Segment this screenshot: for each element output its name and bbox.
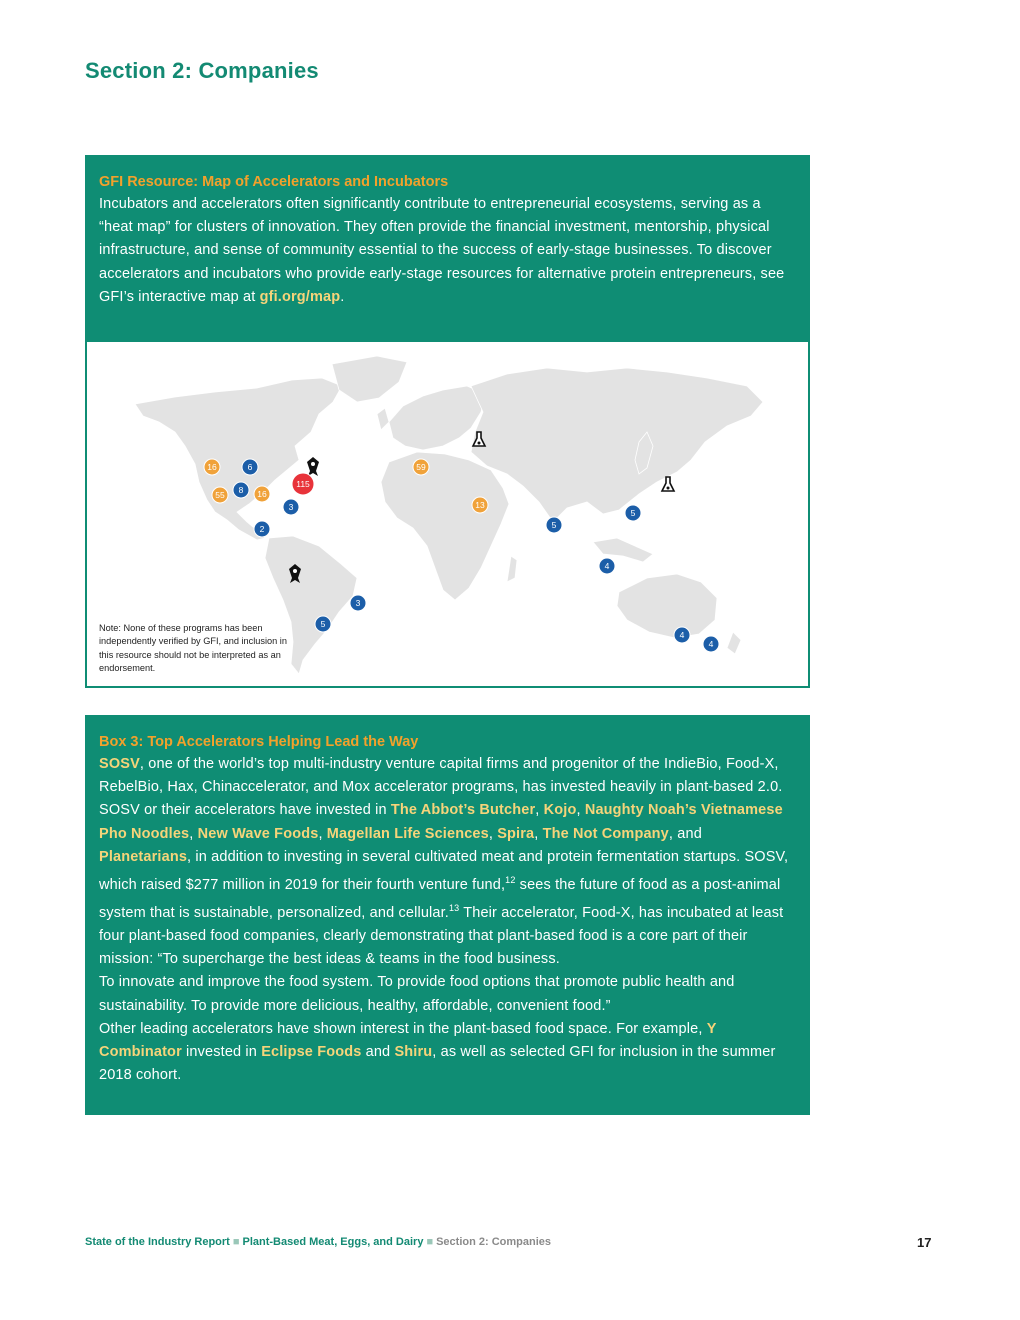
company-y-combinator: Y Combinator xyxy=(99,1020,717,1061)
footer-report-title: State of the Industry Report xyxy=(85,1236,230,1248)
map-marker-accelerator[interactable] xyxy=(212,487,228,503)
company-shiru: Shiru xyxy=(394,1044,433,1061)
company-new-wave-foods: New Wave Foods xyxy=(197,825,319,842)
map-marker-accelerator[interactable] xyxy=(472,497,488,513)
company-the-not-company: The Not Company xyxy=(542,825,669,842)
company-kojo: Kojo xyxy=(543,802,577,819)
resource-body-text: Incubators and accelerators often significantly contribute to entrepreneurial ecosystems, serving as a “heat map” for clusters of innovation. They often provide the financial investment, mentorship, physical infrastructure, and sense of community essential to the success of early-stage businesses. To discover accelerators and incubators who provide early-stage resources for alternative protein entrepreneurs, see GFI’s interactive map at xyxy=(99,196,785,305)
company-naughty-noahs: Naughty Noah’s Vietnamese Pho Noodles xyxy=(99,802,783,842)
map-marker-count: 16 xyxy=(257,489,267,499)
map-marker-count: 6 xyxy=(247,462,253,472)
asia-shape xyxy=(471,368,763,522)
footer-separator: ■ xyxy=(426,1236,434,1248)
box3-paragraph-3 xyxy=(99,1018,796,1088)
box3-text: , in addition to investing in several cultivated meat and protein fermentation startups. SOSV, which raised $277 million in 2019 for their fourth venture fund, xyxy=(99,848,789,893)
map-disclaimer-note: Note: None of these programs has been independently verified by GFI, and inclusion in this resource should not be interpreted as an endorsement. xyxy=(99,623,287,674)
company-eclipse-foods: Eclipse Foods xyxy=(261,1044,362,1061)
map-marker-incubator[interactable] xyxy=(625,505,641,521)
map-marker-incubator[interactable] xyxy=(546,517,562,533)
box3-text: invested in xyxy=(181,1044,262,1061)
box3-text: Their accelerator, Food-X, has incubated at least four plant-based food companies, clearly demonstrating that plant-based food is a core part of their mission: “To supercharge the best ideas & teams in the food business. xyxy=(99,904,784,968)
map-marker-incubator[interactable] xyxy=(283,499,299,515)
company-abbots-butcher: The Abbot’s Butcher xyxy=(390,802,536,819)
map-marker-count: 2 xyxy=(259,524,265,534)
box3-text: , as well as selected GFI for inclusion in the summer 2018 cohort. xyxy=(99,1044,776,1084)
map-marker-count: 115 xyxy=(296,479,310,489)
map-marker-incubator[interactable] xyxy=(233,482,249,498)
footer-separator: ■ xyxy=(232,1236,240,1248)
map-marker-highlight[interactable] xyxy=(292,473,314,495)
map-marker-accelerator[interactable] xyxy=(413,459,429,475)
map-marker-incubator[interactable] xyxy=(315,616,331,632)
map-marker-incubator[interactable] xyxy=(254,521,270,537)
map-marker-count: 4 xyxy=(708,639,714,649)
southeast-asia-islands xyxy=(593,538,653,562)
map-marker-accelerator[interactable] xyxy=(204,459,220,475)
box3-text: , and xyxy=(668,825,702,842)
map-marker-count: 5 xyxy=(320,619,326,629)
map-marker-incubator[interactable] xyxy=(703,636,719,652)
map-marker-incubator[interactable] xyxy=(350,595,366,611)
map-marker-incubator[interactable] xyxy=(242,459,258,475)
company-sosv: SOSV xyxy=(99,756,140,772)
resource-heading: GFI Resource: Map of Accelerators and Incubators xyxy=(99,174,449,190)
rocket-icon[interactable] xyxy=(307,457,319,476)
flask-icon[interactable] xyxy=(662,477,674,491)
box3-text: , one of the world’s top multi-industry venture capital firms and progenitor of the IndieBio, Food-X, RebelBio, Hax, Chinaccelerator, and Mox accelerator programs, has invested heavily in plant-based 2.0. SOSV or their accelerators have invested in xyxy=(99,756,783,819)
company-planetarians: Planetarians xyxy=(99,848,188,865)
greenland-shape xyxy=(332,356,407,402)
map-marker-count: 16 xyxy=(207,462,217,472)
map-marker-incubator[interactable] xyxy=(674,627,690,643)
map-marker-count: 3 xyxy=(288,502,294,512)
madagascar-shape xyxy=(507,556,517,582)
map-marker-count: 59 xyxy=(416,462,426,472)
box-3-top-accelerators xyxy=(85,715,810,1115)
box3-text: sees the future of food as a post-animal system that is sustainable, personalized, and cellular. xyxy=(99,876,781,921)
map-marker-count: 13 xyxy=(475,500,485,510)
map-marker-count: 5 xyxy=(551,520,557,530)
map-marker-count: 55 xyxy=(215,490,225,500)
resource-text xyxy=(85,155,810,309)
new-zealand-shape xyxy=(727,632,741,654)
page-title: Section 2: Companies xyxy=(85,58,319,83)
europe-shape xyxy=(389,386,485,450)
company-spira: Spira xyxy=(497,825,535,842)
map-marker-count: 8 xyxy=(238,485,244,495)
footnote-ref[interactable]: 12 xyxy=(505,875,516,886)
map-marker-count: 4 xyxy=(679,630,685,640)
map-marker-accelerator[interactable] xyxy=(254,486,270,502)
africa-shape xyxy=(381,452,509,600)
uk-shape xyxy=(377,408,389,430)
page-footer xyxy=(85,1236,551,1248)
gfi-resource-box xyxy=(85,155,810,688)
box3-paragraph-1: SOSV, one of the world’s top multi-industry venture capital firms and progenitor of the IndieBio, Food-X, RebelBio, Hax, Chinaccelerator, and Mox accelerator programs, has invested heavily in plant-based 2.0. SOSV or their accelerators have invested in The Abbot’s Butcher, Kojo, Naughty Noah’s Vietnamese Pho Noodles, New Wave Foods, Magellan Life Sciences, Spira, The Not Company, and Planetarians, in addition to investing in several cultivated meat and protein fermentation startups. SOSV, which raised $277 million in 2019 for their fourth venture fund,$^{12}$ sees the future of food as a post-animal system that is sustainable, personalized, and cellular.$^{13}$ Their accelerator, Food-X, has incubated at least four plant-based food companies, clearly demonstrating that plant-based food is a core part of their mission: “To supercharge the best ideas & teams in the food business. xyxy=(99,756,789,968)
page-number: 17 xyxy=(917,1235,932,1250)
map-marker-count: 5 xyxy=(630,508,636,518)
box3-text: Other leading accelerators have shown interest in the plant-based food space. For example, xyxy=(99,1020,707,1037)
footer-topic: Plant-Based Meat, Eggs, and Dairy xyxy=(242,1236,424,1248)
footnote-ref[interactable]: 13 xyxy=(449,903,460,914)
map-marker-count: 4 xyxy=(604,561,610,571)
world-map-panel xyxy=(87,342,808,686)
resource-body-end: . xyxy=(340,288,345,305)
australia-shape xyxy=(617,574,717,638)
map-marker-incubator[interactable] xyxy=(599,558,615,574)
footer-section: Section 2: Companies xyxy=(436,1236,552,1248)
company-magellan: Magellan Life Sciences xyxy=(326,825,489,842)
gfi-map-link[interactable]: gfi.org/map xyxy=(259,288,341,305)
map-marker-count: 3 xyxy=(355,598,361,608)
box3-heading: Box 3: Top Accelerators Helping Lead the Way xyxy=(99,734,419,750)
resource-body xyxy=(99,193,796,309)
box3-paragraph-2: To innovate and improve the food system. To provide food options that promote public health and sustainability. To provide more delicious, healthy, affordable, convenient food.” xyxy=(99,974,735,1014)
box3-text: and xyxy=(361,1044,395,1061)
